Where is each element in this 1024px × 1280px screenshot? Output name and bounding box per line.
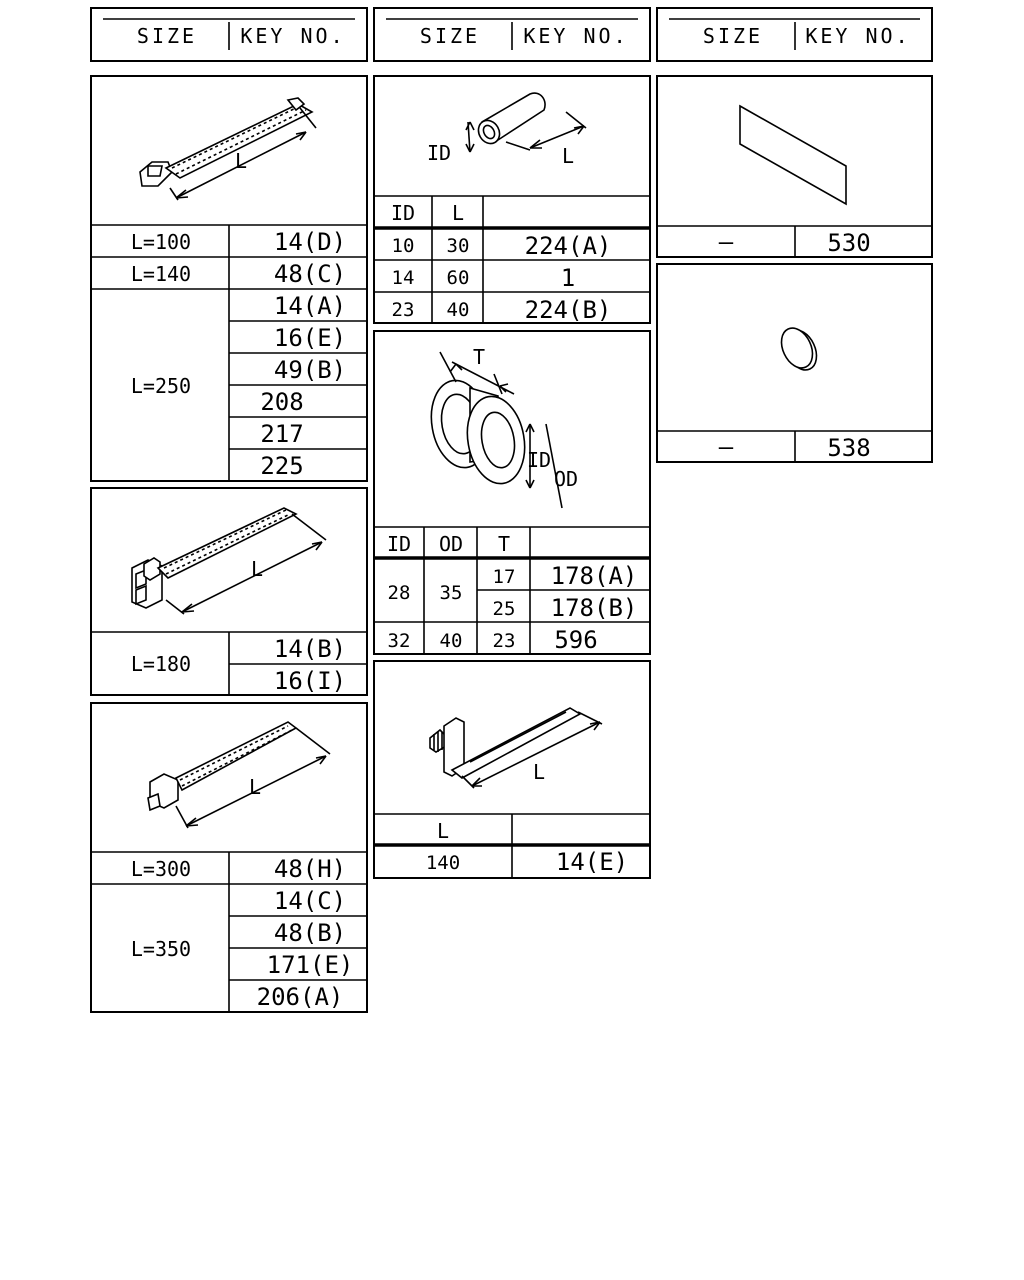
cable-tie-a-figure: [140, 98, 316, 200]
size-cell: —: [718, 228, 734, 256]
column-head-l: L: [436, 819, 450, 843]
key-cell: 224(B): [524, 296, 612, 324]
panel-cable-tie-a: [91, 76, 367, 481]
dimension-label-l: L: [248, 775, 262, 799]
panel-clip: [374, 661, 650, 878]
cap-figure: [775, 323, 822, 375]
key-cell: 171(E): [266, 951, 354, 979]
dimension-label-l: L: [561, 144, 575, 168]
id-cell: 14: [391, 267, 415, 289]
key-cell: 225: [260, 452, 304, 480]
dimension-label-od: OD: [553, 467, 579, 491]
id-cell: 10: [391, 235, 415, 257]
key-cell: 14(E): [555, 848, 629, 876]
id-cell: 23: [391, 299, 415, 321]
size-cell: L=350: [130, 937, 192, 961]
clip-figure: [430, 708, 602, 788]
panel-cable-tie-b: [91, 488, 367, 695]
key-cell: 14(A): [273, 292, 347, 320]
header-size-label: SIZE: [419, 24, 481, 48]
size-cell: L=250: [130, 374, 192, 398]
key-cell: 178(B): [550, 594, 638, 622]
key-cell: 538: [827, 434, 871, 462]
id-cell: 32: [387, 630, 411, 652]
panel-sheet: [657, 76, 932, 257]
key-cell: 14(C): [273, 887, 347, 915]
key-cell: 49(B): [273, 356, 347, 384]
key-cell: 206(A): [256, 983, 344, 1011]
cable-tie-b-figure: [132, 508, 326, 614]
od-cell: 35: [439, 582, 463, 604]
header-col3: [657, 8, 932, 61]
sheet-figure: [740, 106, 846, 204]
key-cell: 224(A): [524, 232, 612, 260]
header-key-label: KEY NO.: [805, 24, 911, 48]
od-cell: 40: [439, 630, 463, 652]
l-cell: 30: [446, 235, 470, 257]
key-cell: 217: [260, 420, 304, 448]
header-key-label: KEY NO.: [240, 24, 346, 48]
dimension-label-l: L: [250, 557, 264, 581]
column-head-t: T: [497, 532, 511, 556]
column-head-id: ID: [386, 532, 412, 556]
l-cell: 40: [446, 299, 470, 321]
tube-figure: [427, 93, 586, 168]
grommet-figure: [425, 345, 578, 508]
t-cell: 17: [492, 566, 516, 588]
key-cell: 48(C): [273, 260, 347, 288]
header-key-label: KEY NO.: [523, 24, 629, 48]
key-cell: 16(I): [273, 667, 347, 695]
panel-cable-tie-c: [91, 703, 367, 1012]
dimension-label-l: L: [234, 149, 248, 173]
key-cell: 48(H): [273, 855, 347, 883]
key-cell: 16(E): [273, 324, 347, 352]
id-cell: 28: [387, 582, 411, 604]
key-cell: 48(B): [273, 919, 347, 947]
key-cell: 208: [260, 388, 304, 416]
panel-cap: [657, 264, 932, 462]
size-cell: —: [718, 433, 734, 461]
column-head-id: ID: [390, 201, 416, 225]
key-cell: 14(B): [273, 635, 347, 663]
dimension-label-id: ID: [526, 448, 552, 472]
key-cell: 1: [560, 264, 576, 292]
l-cell: 60: [446, 267, 470, 289]
size-cell: L=300: [130, 857, 192, 881]
column-head-l: L: [451, 201, 465, 225]
key-cell: 178(A): [550, 562, 638, 590]
l-cell: 140: [425, 852, 461, 874]
size-cell: L=140: [130, 262, 192, 286]
header-col2: [374, 8, 650, 61]
key-cell: 14(D): [273, 228, 347, 256]
header-size-label: SIZE: [136, 24, 198, 48]
t-cell: 23: [492, 630, 516, 652]
panel-tube: [374, 76, 650, 324]
header-size-label: SIZE: [702, 24, 764, 48]
cable-tie-c-figure: [148, 722, 330, 828]
size-cell: L=100: [130, 230, 192, 254]
column-head-od: OD: [438, 532, 464, 556]
panel-grommet: [374, 331, 650, 654]
size-cell: L=180: [130, 652, 192, 676]
dimension-label-t: T: [472, 345, 486, 369]
key-cell: 530: [827, 229, 871, 257]
dimension-label-l: L: [532, 760, 546, 784]
t-cell: 25: [492, 598, 516, 620]
header-col1: [91, 8, 367, 61]
key-cell: 596: [554, 626, 598, 654]
dimension-label-id: ID: [426, 141, 452, 165]
